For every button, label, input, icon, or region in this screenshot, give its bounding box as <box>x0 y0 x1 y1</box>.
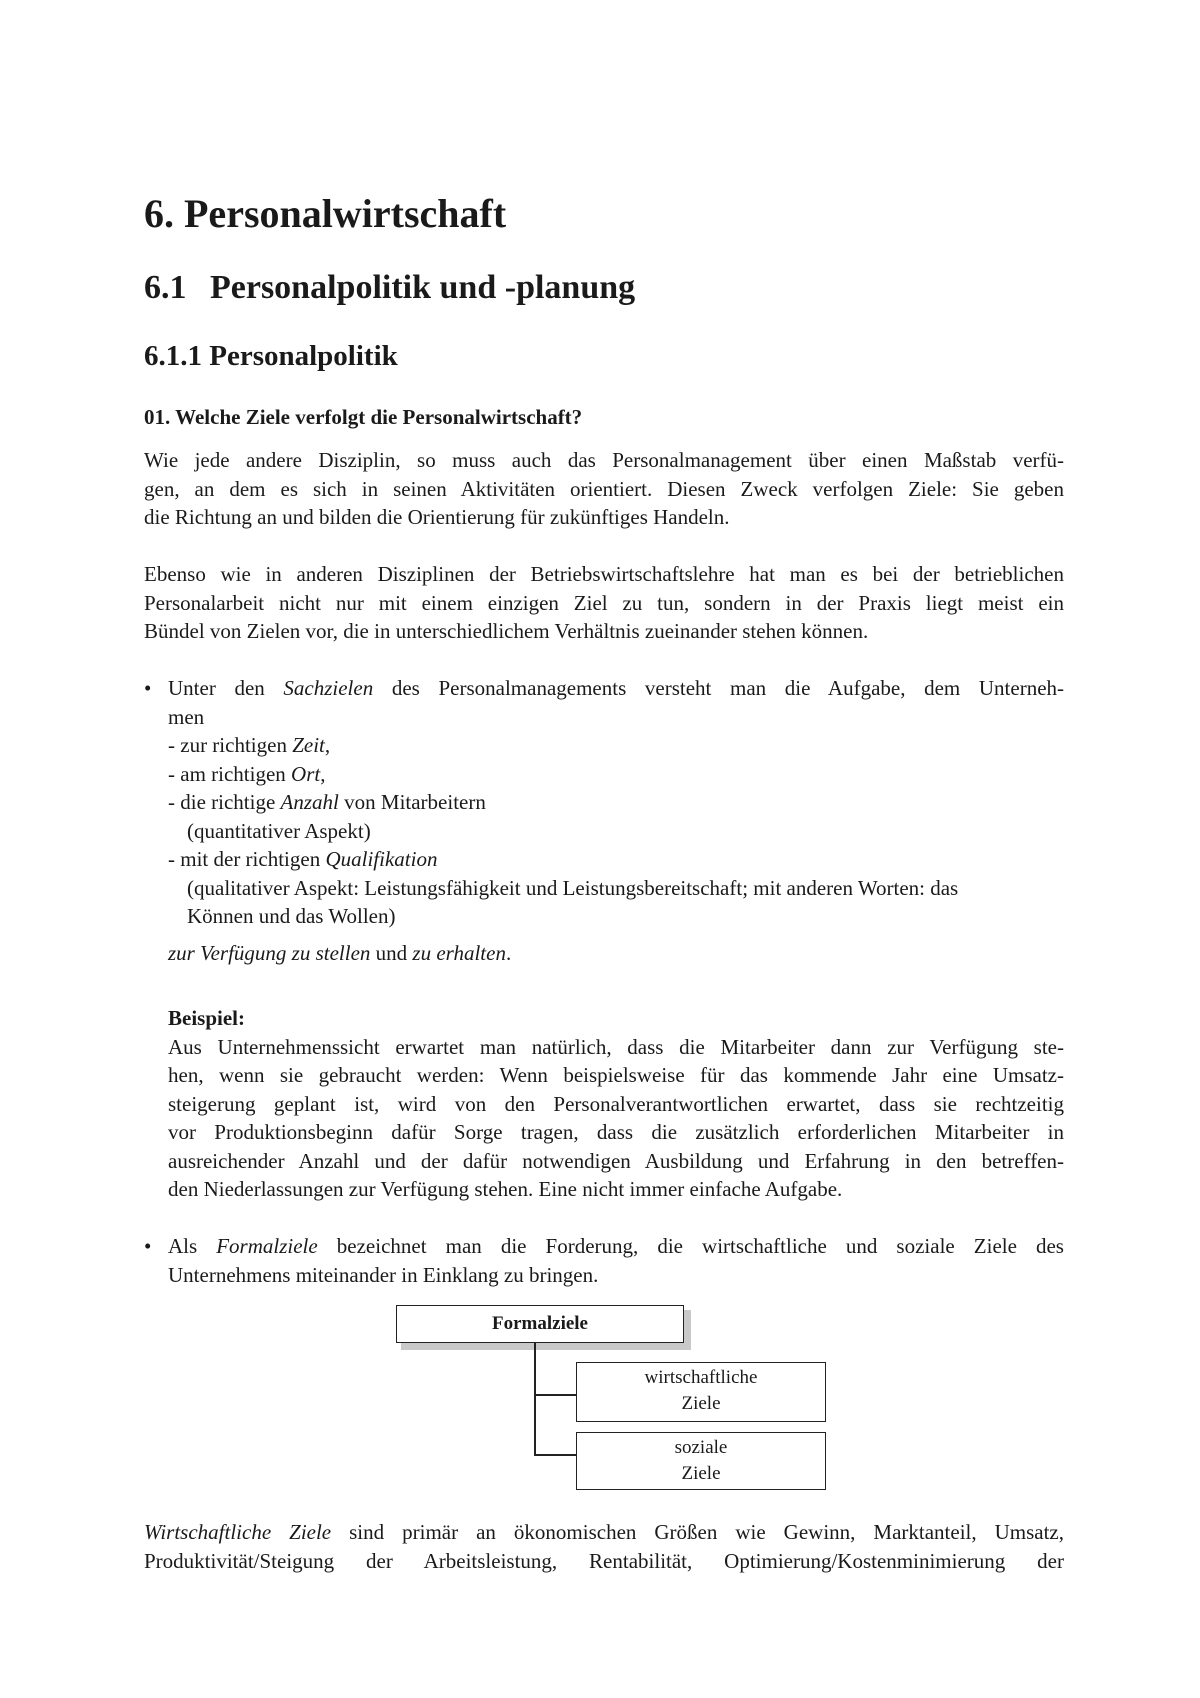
paragraph-line: Bündel von Zielen vor, die in unterschiedlichem Verhältnis zueinander stehen können. <box>144 619 869 643</box>
chapter-title: 6. Personalwirtschaft <box>144 191 507 236</box>
example-label: Beispiel: <box>168 1006 245 1030</box>
diagram-connector <box>534 1454 576 1456</box>
list-item <box>168 845 1064 874</box>
paragraph-line: Wie jede andere Disziplin, so muss auch das Personalmanagement über einen Maßstab verfü- <box>144 448 1064 472</box>
bullet-closing <box>168 939 1064 968</box>
subsection-title: 6.1.1 Personalpolitik <box>144 340 398 372</box>
list-item: Können und das Wollen) <box>187 904 396 928</box>
text-run: , <box>320 761 326 786</box>
term: zur Verfügung zu stellen <box>168 940 371 965</box>
diagram-connector <box>534 1343 536 1455</box>
bullet-line <box>168 674 1064 703</box>
term: zu erhalten <box>412 940 506 965</box>
term: Zeit <box>292 733 325 757</box>
diagram-child-label: soziale <box>674 1437 728 1458</box>
diagram-child-label: Ziele <box>681 1393 721 1414</box>
text-run: , <box>324 733 331 757</box>
example-line: vor Produktionsbeginn dafür Sorge tragen, dass die zusätzlich erforderlichen Mitarbeiter in <box>168 1120 1064 1144</box>
bullet-line: Unternehmens miteinander in Einklang zu bringen. <box>168 1262 599 1287</box>
text-run: - am richtigen <box>168 761 292 786</box>
bullet-marker: • <box>144 1234 152 1258</box>
question-heading: 01. Welche Ziele verfolgt die Personalwirtschaft? <box>144 405 583 429</box>
list-item: (quantitativer Aspekt) <box>187 818 371 843</box>
diagram-root-box <box>396 1305 684 1343</box>
term-wirtschaftliche-ziele: Wirtschaftliche Ziele <box>144 1520 332 1544</box>
text-run: und <box>370 940 413 965</box>
text-run: sind primär an ökonomischen Größen wie Gewinn, Marktanteil, Umsatz, <box>331 1520 1065 1544</box>
diagram-child-label: wirtschaftliche <box>644 1367 758 1388</box>
term: Ort <box>291 761 321 786</box>
paragraph-2 <box>144 560 1064 646</box>
example-line: hen, wenn sie gebraucht werden: Wenn beispielsweise für das kommende Jahr eine Umsatz- <box>168 1063 1064 1087</box>
list-item <box>168 760 1064 789</box>
paragraph-line <box>144 1518 1064 1547</box>
text-run: . <box>505 940 512 965</box>
text-run: von Mitarbeitern <box>338 790 486 814</box>
bullet-sachziele <box>168 674 1064 967</box>
paragraph-line: die Richtung an und bilden die Orientierung für zukünftiges Handeln. <box>144 505 730 529</box>
text-run: - zur richtigen <box>168 733 293 757</box>
term: Anzahl <box>280 790 339 814</box>
text-run: - die richtige <box>168 790 281 814</box>
diagram-child-box <box>576 1432 826 1490</box>
example-line: Aus Unternehmenssicht erwartet man natürlich, dass die Mitarbeiter dann zur Verfügung ste- <box>168 1034 1064 1059</box>
diagram-connector <box>534 1394 576 1396</box>
paragraph-3 <box>144 1518 1064 1575</box>
text-run: bezeichnet man die Forderung, die wirtschaftliche und soziale Ziele des <box>317 1234 1064 1258</box>
section-title: Personalpolitik und -planung <box>210 269 636 306</box>
term-formalziele: Formalziele <box>216 1234 318 1258</box>
section-heading <box>144 268 635 308</box>
bullet-line <box>168 1232 1064 1261</box>
diagram-child-box <box>576 1362 826 1422</box>
example-line: den Niederlassungen zur Verfügung stehen. Eine nicht immer einfache Aufgabe. <box>168 1177 843 1201</box>
text-run: - mit der richtigen <box>168 847 326 871</box>
section-number: 6.1 <box>144 269 187 306</box>
paragraph-line: Produktivität/Steigung der Arbeitsleistung, Rentabilität, Optimierung/Kostenminimierung der <box>144 1548 1064 1573</box>
list-item: (qualitativer Aspekt: Leistungsfähigkeit und Leistungsbereitschaft; mit anderen Worten: das <box>187 875 959 900</box>
paragraph-line: gen, an dem es sich in seinen Aktivitäten orientiert. Diesen Zweck verfolgen Ziele: Sie geben <box>144 476 1064 501</box>
term-sachziele: Sachzielen <box>283 676 374 700</box>
list-item <box>168 731 1064 760</box>
paragraph-line: Ebenso wie in anderen Disziplinen der Betriebswirtschaftslehre hat man es bei der betrieblichen <box>144 562 1064 586</box>
term: Qualifikation <box>325 847 438 871</box>
paragraph-line: Personalarbeit nicht nur mit einem einzigen Ziel zu tun, sondern in der Praxis liegt meist ein <box>144 590 1064 615</box>
bullet-line: men <box>168 704 205 729</box>
bullet-marker: • <box>144 676 152 700</box>
bullet-formalziele <box>168 1232 1064 1289</box>
example-line: ausreichender Anzahl und der dafür notwendigen Ausbildung und Erfahrung in den betreffen- <box>168 1148 1064 1173</box>
text-run: des Personalmanagements versteht man die Aufgabe, dem Unterneh- <box>373 676 1065 700</box>
text-run: Als <box>168 1234 217 1258</box>
list-item <box>168 788 1064 817</box>
paragraph-1 <box>144 446 1064 532</box>
diagram-child-label: Ziele <box>681 1463 721 1484</box>
diagram-root-label: Formalziele <box>491 1313 588 1334</box>
example-block <box>168 1004 1064 1204</box>
example-line: steigerung geplant ist, wird von den Personalverantwortlichen erwartet, dass sie rechtzeitig <box>168 1091 1064 1116</box>
text-run: Unter den <box>168 676 284 700</box>
